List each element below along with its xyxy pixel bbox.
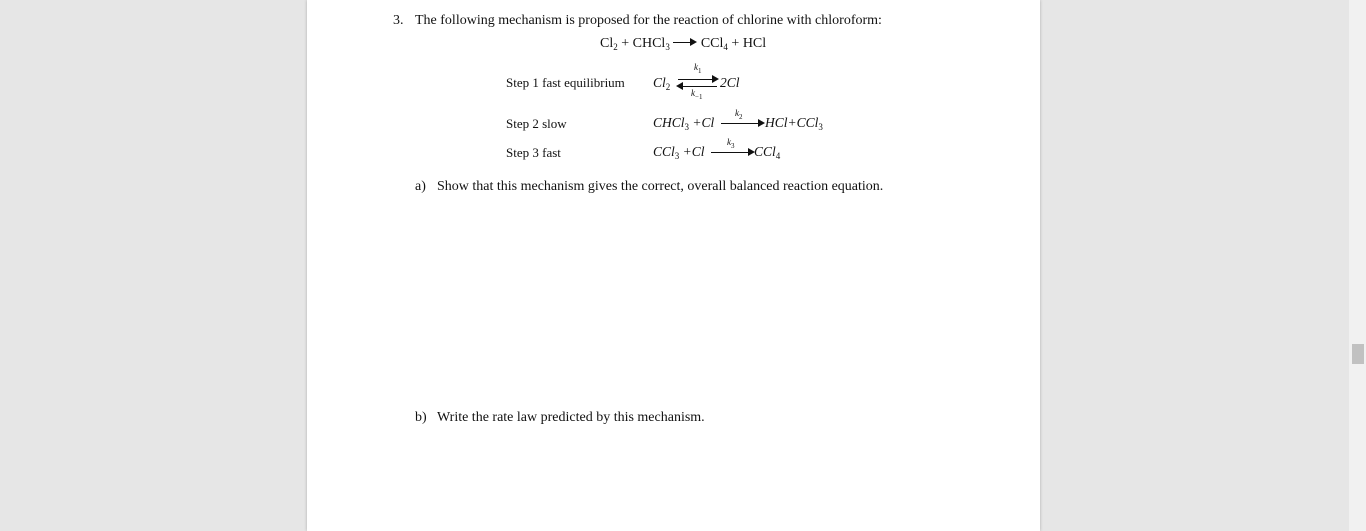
question-number: 3. [393, 13, 404, 28]
step3-label: Step 3 fast [506, 145, 561, 160]
step2-products: HCl+CCl$_3$ [765, 115, 823, 132]
step2-k: $k_2$ [735, 108, 743, 121]
document-page [307, 0, 1040, 531]
vertical-scrollbar[interactable] [1349, 0, 1366, 531]
scrollbar-thumb[interactable] [1352, 344, 1364, 364]
part-b-text: Write the rate law predicted by this mechanism. [437, 410, 705, 425]
overall-plus2: + [731, 36, 740, 51]
step3-product: CCl$_4$ [754, 144, 781, 161]
question-prompt: The following mechanism is proposed for the reaction of chlorine with chloroform: [415, 13, 882, 28]
overall-plus1: + [621, 36, 630, 51]
overall-equation [600, 36, 766, 52]
step1-product: 2Cl [720, 75, 740, 90]
step3-reactants: CCl$_3$ +Cl [653, 144, 705, 161]
overall-reactant1: $Cl_2$ [600, 36, 618, 52]
step2-label: Step 2 slow [506, 116, 567, 131]
step1-label: Step 1 fast equilibrium [506, 75, 625, 90]
overall-product1: CCl$_4$ [700, 36, 728, 52]
step1-k-forward: $k_1$ [694, 62, 702, 75]
part-a-text: Show that this mechanism gives the correct, overall balanced reaction equation. [437, 179, 884, 194]
part-a-letter: a) [415, 179, 426, 194]
overall-product2: HCl [742, 36, 767, 51]
step1-k-reverse: $k_{-1}$ [691, 88, 703, 101]
overall-reactant2: CHCl$_3$ [632, 36, 670, 52]
reaction-arrow-icon [673, 37, 697, 47]
part-b-letter: b) [415, 410, 427, 425]
step1-reactant: $Cl_2$ [653, 75, 671, 92]
step2-reactants: CHCl$_3$ +Cl [653, 115, 715, 132]
step3-k: $k_3$ [727, 137, 735, 150]
